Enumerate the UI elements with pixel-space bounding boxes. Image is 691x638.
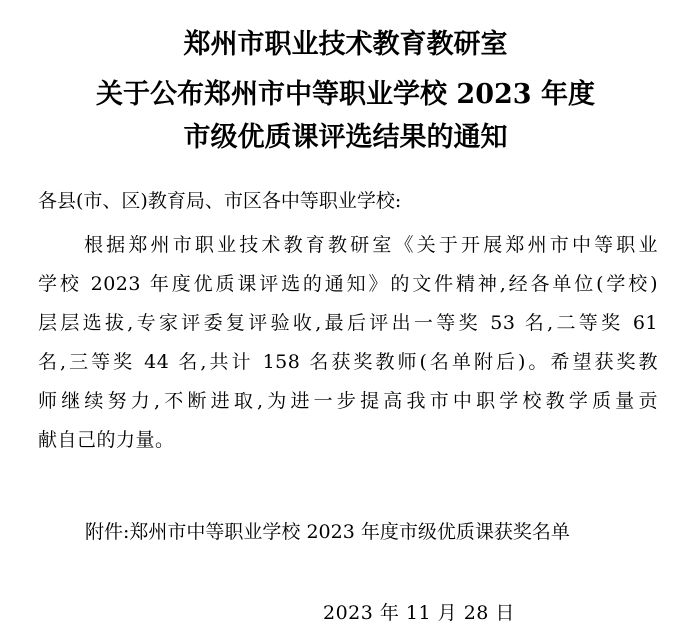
document-title-line-1: 郑州市职业技术教育教研室	[183, 29, 508, 60]
document-title-line-3: 市级优质课评选结果的通知	[183, 122, 508, 153]
body-line-3: 层层选拔,专家评委复评验收,最后评出一等奖 53 名,二等奖 61	[38, 312, 658, 334]
attachment-note: 附件:郑州市中等职业学校 2023 年度市级优质课获奖名单	[85, 521, 570, 543]
body-line-2: 学校 2023 年度优质课评选的通知》的文件精神,经各单位(学校)	[38, 273, 658, 295]
body-paragraph	[38, 226, 658, 460]
document-date: 2023 年 11 月 28 日	[323, 602, 515, 624]
salutation: 各县(市、区)教育局、市区各中等职业学校:	[38, 190, 402, 212]
body-line-6: 献自己的力量。	[38, 429, 175, 451]
body-line-1: 根据郑州市职业技术教育教研室《关于开展郑州市中等职业	[84, 234, 658, 256]
document-title-line-2: 关于公布郑州市中等职业学校 2023 年度	[96, 79, 595, 110]
body-line-4: 名,三等奖 44 名,共计 158 名获奖教师(名单附后)。希望获奖教	[38, 351, 658, 373]
body-line-5: 师继续努力,不断进取,为进一步提高我市中职学校教学质量贡	[38, 390, 658, 412]
